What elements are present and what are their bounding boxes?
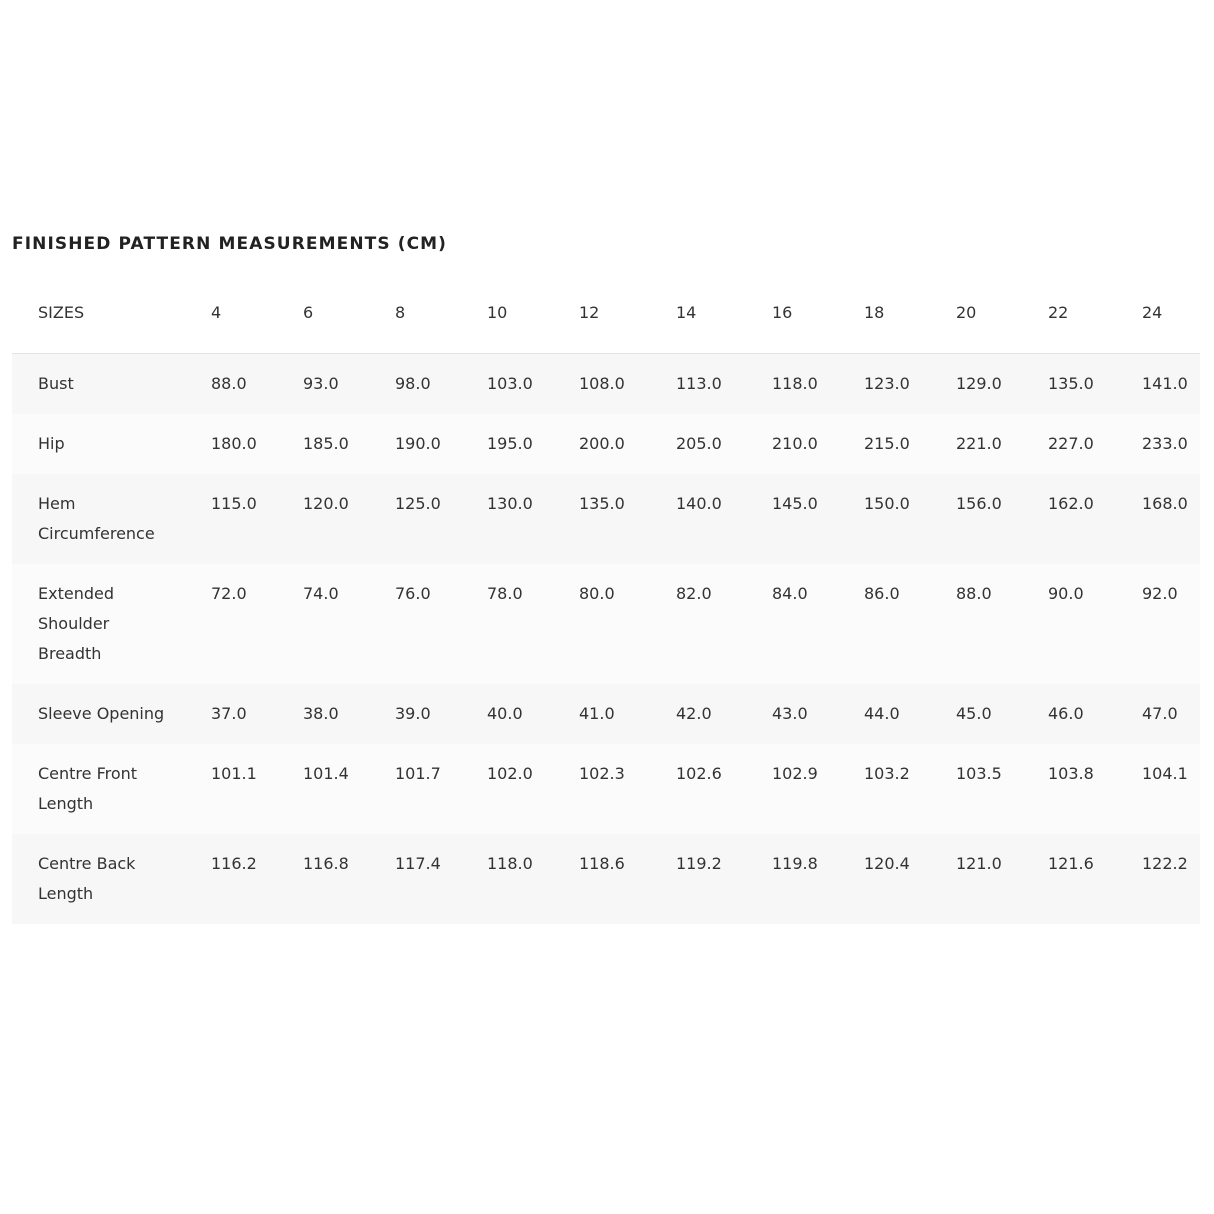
table-cell: 185.0: [303, 414, 395, 474]
table-cell: 113.0: [676, 353, 772, 414]
table-cell: 101.7: [395, 744, 487, 834]
table-cell: 227.0: [1048, 414, 1142, 474]
table-cell: 47.0: [1142, 684, 1200, 744]
table-cell: 120.0: [303, 474, 395, 564]
measurements-table: [12, 277, 1200, 924]
table-cell: 200.0: [579, 414, 676, 474]
table-cell: 104.1: [1142, 744, 1200, 834]
table-row: [12, 414, 1200, 474]
page-title: FINISHED PATTERN MEASUREMENTS (CM): [12, 234, 448, 254]
table-cell: 233.0: [1142, 414, 1200, 474]
table-cell: 135.0: [579, 474, 676, 564]
table-cell: 117.4: [395, 834, 487, 924]
table-cell: 108.0: [579, 353, 676, 414]
table-cell: 37.0: [211, 684, 303, 744]
table-row: [12, 564, 1200, 684]
table-cell: 135.0: [1048, 353, 1142, 414]
table-cell: 162.0: [1048, 474, 1142, 564]
table-cell: 141.0: [1142, 353, 1200, 414]
table-cell: 102.6: [676, 744, 772, 834]
table-cell: 80.0: [579, 564, 676, 684]
table-cell: 103.5: [956, 744, 1048, 834]
table-body: [12, 353, 1200, 924]
table-cell: 103.8: [1048, 744, 1142, 834]
table-row: [12, 684, 1200, 744]
table-cell: 102.9: [772, 744, 864, 834]
table-cell: 130.0: [487, 474, 579, 564]
table-cell: 90.0: [1048, 564, 1142, 684]
column-header: 16: [772, 277, 864, 353]
table-cell: 98.0: [395, 353, 487, 414]
table-cell: 118.0: [772, 353, 864, 414]
table-cell: 92.0: [1142, 564, 1200, 684]
table-cell: 125.0: [395, 474, 487, 564]
table-cell: 215.0: [864, 414, 956, 474]
column-header: 8: [395, 277, 487, 353]
table-cell: 74.0: [303, 564, 395, 684]
table-cell: 44.0: [864, 684, 956, 744]
table-cell: 42.0: [676, 684, 772, 744]
table-cell: 76.0: [395, 564, 487, 684]
column-header: 4: [211, 277, 303, 353]
table-cell: 101.4: [303, 744, 395, 834]
table-cell: 122.2: [1142, 834, 1200, 924]
table-cell: 39.0: [395, 684, 487, 744]
column-header: SIZES: [12, 277, 211, 353]
table-cell: 46.0: [1048, 684, 1142, 744]
table-cell: 38.0: [303, 684, 395, 744]
row-label: Hem Circumference: [12, 474, 211, 564]
table-cell: 84.0: [772, 564, 864, 684]
table-cell: 101.1: [211, 744, 303, 834]
column-header: 20: [956, 277, 1048, 353]
table-cell: 40.0: [487, 684, 579, 744]
table-cell: 190.0: [395, 414, 487, 474]
table-cell: 118.0: [487, 834, 579, 924]
row-label: Bust: [12, 353, 211, 414]
table-cell: 41.0: [579, 684, 676, 744]
column-header: 22: [1048, 277, 1142, 353]
table-header-row: [12, 277, 1200, 353]
table-cell: 140.0: [676, 474, 772, 564]
table-cell: 123.0: [864, 353, 956, 414]
row-label: Sleeve Opening: [12, 684, 211, 744]
table-cell: 78.0: [487, 564, 579, 684]
table-cell: 210.0: [772, 414, 864, 474]
column-header: 24: [1142, 277, 1200, 353]
table-cell: 119.2: [676, 834, 772, 924]
table-cell: 119.8: [772, 834, 864, 924]
table-cell: 120.4: [864, 834, 956, 924]
table-cell: 93.0: [303, 353, 395, 414]
column-header: 12: [579, 277, 676, 353]
row-label: Extended Shoulder Breadth: [12, 564, 211, 684]
table-cell: 145.0: [772, 474, 864, 564]
table-cell: 116.8: [303, 834, 395, 924]
table-cell: 43.0: [772, 684, 864, 744]
table-cell: 121.6: [1048, 834, 1142, 924]
row-label: Hip: [12, 414, 211, 474]
table-row: [12, 744, 1200, 834]
column-header: 14: [676, 277, 772, 353]
table-cell: 72.0: [211, 564, 303, 684]
column-header: 18: [864, 277, 956, 353]
table-cell: 118.6: [579, 834, 676, 924]
table-cell: 121.0: [956, 834, 1048, 924]
table-row: [12, 474, 1200, 564]
table-cell: 82.0: [676, 564, 772, 684]
table-row: [12, 834, 1200, 924]
column-header: 6: [303, 277, 395, 353]
table-cell: 102.3: [579, 744, 676, 834]
row-label: Centre Back Length: [12, 834, 211, 924]
table-cell: 129.0: [956, 353, 1048, 414]
table-row: [12, 353, 1200, 414]
table-cell: 103.0: [487, 353, 579, 414]
table-cell: 86.0: [864, 564, 956, 684]
table-cell: 115.0: [211, 474, 303, 564]
column-header: 10: [487, 277, 579, 353]
row-label: Centre Front Length: [12, 744, 211, 834]
table-cell: 88.0: [211, 353, 303, 414]
table-cell: 150.0: [864, 474, 956, 564]
table-cell: 88.0: [956, 564, 1048, 684]
table-cell: 221.0: [956, 414, 1048, 474]
table-cell: 156.0: [956, 474, 1048, 564]
table-cell: 195.0: [487, 414, 579, 474]
table-cell: 116.2: [211, 834, 303, 924]
table-cell: 103.2: [864, 744, 956, 834]
table-cell: 205.0: [676, 414, 772, 474]
table-cell: 45.0: [956, 684, 1048, 744]
table-cell: 102.0: [487, 744, 579, 834]
table-cell: 168.0: [1142, 474, 1200, 564]
table-cell: 180.0: [211, 414, 303, 474]
